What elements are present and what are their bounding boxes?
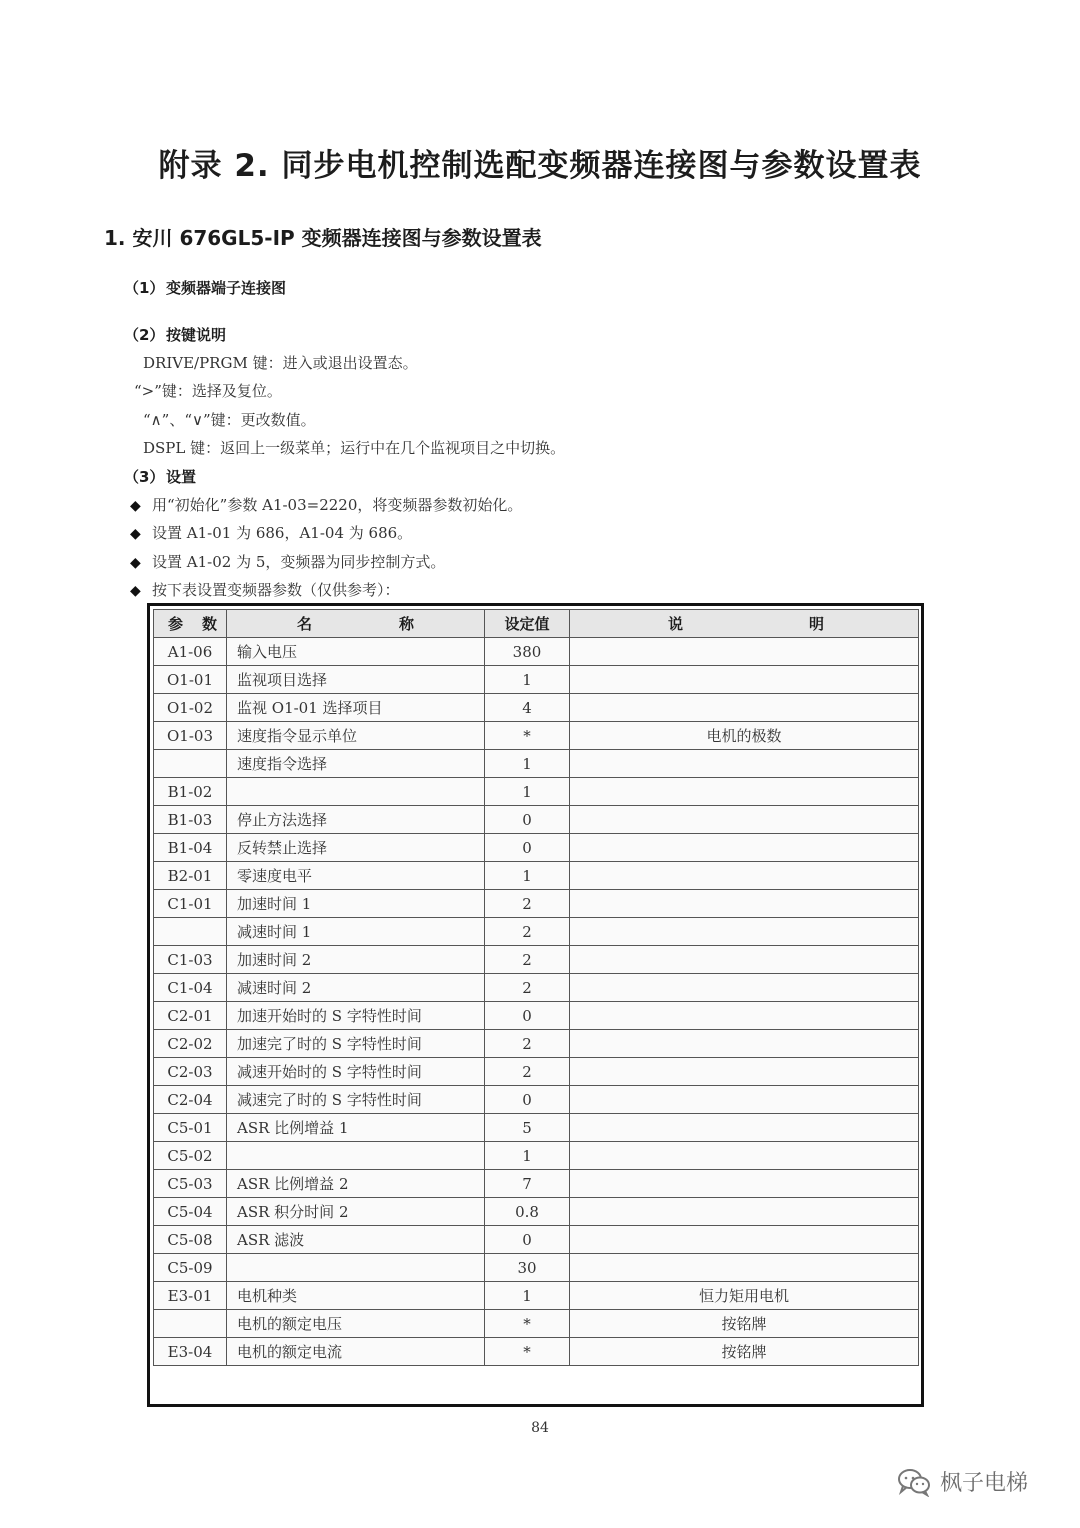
table-row [154,1030,919,1058]
desc-cell: 恒力矩用电机 [570,1282,919,1310]
desc-cell [570,1142,919,1170]
desc-cell [570,1002,919,1030]
table-row [154,1226,919,1254]
param-cell: O1-01 [154,666,227,694]
subsection-label: 按键说明 [166,326,227,344]
table-header-row [154,610,919,638]
param-cell: C1-01 [154,890,227,918]
table-row [154,1254,919,1282]
name-cell: 监视 O1-01 选择项目 [227,694,485,722]
desc-cell [570,694,919,722]
param-cell: O1-02 [154,694,227,722]
param-cell: O1-03 [154,722,227,750]
diamond-bullet-icon: ◆ [130,583,141,599]
table-row [154,778,919,806]
key-description: DRIVE/PRGM 键：进入或退出设置态。 [143,354,418,372]
table-row [154,890,919,918]
value-cell: 1 [485,1142,570,1170]
desc-cell [570,638,919,666]
header-param: 参 数 [154,610,227,638]
param-cell: C1-04 [154,974,227,1002]
table-row [154,638,919,666]
setting-bullet [130,551,445,572]
param-cell: C2-02 [154,1030,227,1058]
watermark-text: 枫子电梯 [940,1471,1029,1496]
value-cell: 1 [485,1282,570,1310]
parameter-table [153,609,919,1366]
name-cell: 加速时间 1 [227,890,485,918]
value-cell: 380 [485,638,570,666]
name-cell: 减速时间 2 [227,974,485,1002]
subsection-number: （2） [124,326,165,344]
name-cell: 加速开始时的 S 字特性时间 [227,1002,485,1030]
table-row [154,806,919,834]
desc-cell [570,890,919,918]
table-row [154,750,919,778]
subsection-heading-settings [124,466,196,487]
name-cell: 速度指令选择 [227,750,485,778]
desc-cell [570,750,919,778]
table-row [154,694,919,722]
table-row [154,918,919,946]
param-cell: B2-01 [154,862,227,890]
desc-cell: 按铭牌 [570,1338,919,1366]
table-row [154,722,919,750]
value-cell: 30 [485,1254,570,1282]
value-cell: 2 [485,974,570,1002]
subsection-label: 设置 [166,468,197,486]
table-row [154,1170,919,1198]
table-row [154,946,919,974]
desc-cell [570,1198,919,1226]
value-cell: 4 [485,694,570,722]
desc-cell [570,778,919,806]
value-cell: 2 [485,946,570,974]
table-row [154,862,919,890]
setting-bullet [130,494,522,515]
param-cell: E3-01 [154,1282,227,1310]
setting-text: 用“初始化”参数 A1-03=2220，将变频器参数初始化。 [152,496,523,514]
param-cell: C5-08 [154,1226,227,1254]
table-row [154,1086,919,1114]
diamond-bullet-icon: ◆ [130,555,141,571]
subsection-label: 变频器端子连接图 [166,279,287,297]
table-row [154,666,919,694]
name-cell: ASR 比例增益 2 [227,1170,485,1198]
key-description: “>”键：选择及复位。 [134,382,282,400]
param-cell: B1-04 [154,834,227,862]
value-cell: 1 [485,862,570,890]
value-cell: 0 [485,1002,570,1030]
desc-cell [570,1254,919,1282]
value-cell: 7 [485,1170,570,1198]
value-cell: * [485,1310,570,1338]
param-cell [154,1310,227,1338]
table-row [154,1198,919,1226]
param-cell: A1-06 [154,638,227,666]
desc-cell [570,1086,919,1114]
param-cell: C5-09 [154,1254,227,1282]
watermark [896,1466,1028,1497]
value-cell: 2 [485,1058,570,1086]
subsection-heading-keys [124,324,226,345]
name-cell: 反转禁止选择 [227,834,485,862]
desc-cell [570,1030,919,1058]
desc-cell [570,666,919,694]
param-cell [154,918,227,946]
desc-cell [570,1114,919,1142]
name-cell: 电机的额定电压 [227,1310,485,1338]
name-cell: 零速度电平 [227,862,485,890]
value-cell: 0 [485,1086,570,1114]
desc-cell [570,1226,919,1254]
subsection-number: （1） [124,279,165,297]
name-cell [227,1142,485,1170]
value-cell: * [485,1338,570,1366]
table-body [154,638,919,1366]
value-cell: 0.8 [485,1198,570,1226]
table-row [154,1114,919,1142]
desc-cell [570,918,919,946]
key-description: DSPL 键：返回上一级菜单；运行中在几个监视项目之中切换。 [143,439,566,457]
name-cell: ASR 滤波 [227,1226,485,1254]
param-cell: B1-02 [154,778,227,806]
subsection-heading-wiring [124,277,286,298]
name-cell [227,778,485,806]
param-cell: C5-02 [154,1142,227,1170]
table-row [154,1002,919,1030]
header-desc: 说 明 [570,610,919,638]
key-description: “∧”、“∨”键：更改数值。 [143,411,316,429]
setting-bullet [130,579,400,600]
header-value: 设定值 [485,610,570,638]
header-name: 名 称 [227,610,485,638]
value-cell: 2 [485,1030,570,1058]
param-cell: C5-01 [154,1114,227,1142]
desc-cell [570,806,919,834]
name-cell: ASR 比例增益 1 [227,1114,485,1142]
value-cell: 0 [485,834,570,862]
param-cell: C2-04 [154,1086,227,1114]
name-cell: 速度指令显示单位 [227,722,485,750]
table-row [154,1058,919,1086]
name-cell: 停止方法选择 [227,806,485,834]
subsection-number: （3） [124,468,165,486]
name-cell [227,1254,485,1282]
table-row [154,1142,919,1170]
name-cell: 减速完了时的 S 字特性时间 [227,1086,485,1114]
value-cell: * [485,722,570,750]
name-cell: 监视项目选择 [227,666,485,694]
name-cell: 输入电压 [227,638,485,666]
desc-cell: 电机的极数 [570,722,919,750]
value-cell: 2 [485,918,570,946]
param-cell: C5-03 [154,1170,227,1198]
param-cell: C5-04 [154,1198,227,1226]
name-cell: 减速开始时的 S 字特性时间 [227,1058,485,1086]
table-row [154,834,919,862]
table-row [154,1310,919,1338]
setting-text: 设置 A1-02 为 5，变频器为同步控制方式。 [152,553,446,571]
name-cell: 减速时间 1 [227,918,485,946]
diamond-bullet-icon: ◆ [130,526,141,542]
desc-cell [570,862,919,890]
param-cell: E3-04 [154,1338,227,1366]
diamond-bullet-icon: ◆ [130,498,141,514]
param-cell: C2-01 [154,1002,227,1030]
value-cell: 1 [485,778,570,806]
desc-cell [570,1058,919,1086]
name-cell: 电机种类 [227,1282,485,1310]
table-row [154,974,919,1002]
setting-bullet [130,522,412,543]
param-cell [154,750,227,778]
setting-text: 设置 A1-01 为 686，A1-04 为 686。 [152,524,413,542]
param-cell: C2-03 [154,1058,227,1086]
desc-cell: 按铭牌 [570,1310,919,1338]
name-cell: 电机的额定电流 [227,1338,485,1366]
value-cell: 5 [485,1114,570,1142]
value-cell: 0 [485,1226,570,1254]
wechat-icon [896,1467,932,1497]
section-heading: 1. 安川 676GL5-IP 变频器连接图与参数设置表 [104,226,542,250]
value-cell: 2 [485,890,570,918]
desc-cell [570,946,919,974]
name-cell: ASR 积分时间 2 [227,1198,485,1226]
value-cell: 1 [485,750,570,778]
desc-cell [570,974,919,1002]
table-row [154,1338,919,1366]
page-number: 84 [531,1420,549,1436]
param-cell: B1-03 [154,806,227,834]
setting-text: 按下表设置变频器参数（仅供参考）： [152,581,400,599]
param-cell: C1-03 [154,946,227,974]
name-cell: 加速完了时的 S 字特性时间 [227,1030,485,1058]
page-title: 附录 2. 同步电机控制选配变频器连接图与参数设置表 [158,148,922,184]
desc-cell [570,1170,919,1198]
desc-cell [570,834,919,862]
value-cell: 0 [485,806,570,834]
name-cell: 加速时间 2 [227,946,485,974]
value-cell: 1 [485,666,570,694]
table-row [154,1282,919,1310]
